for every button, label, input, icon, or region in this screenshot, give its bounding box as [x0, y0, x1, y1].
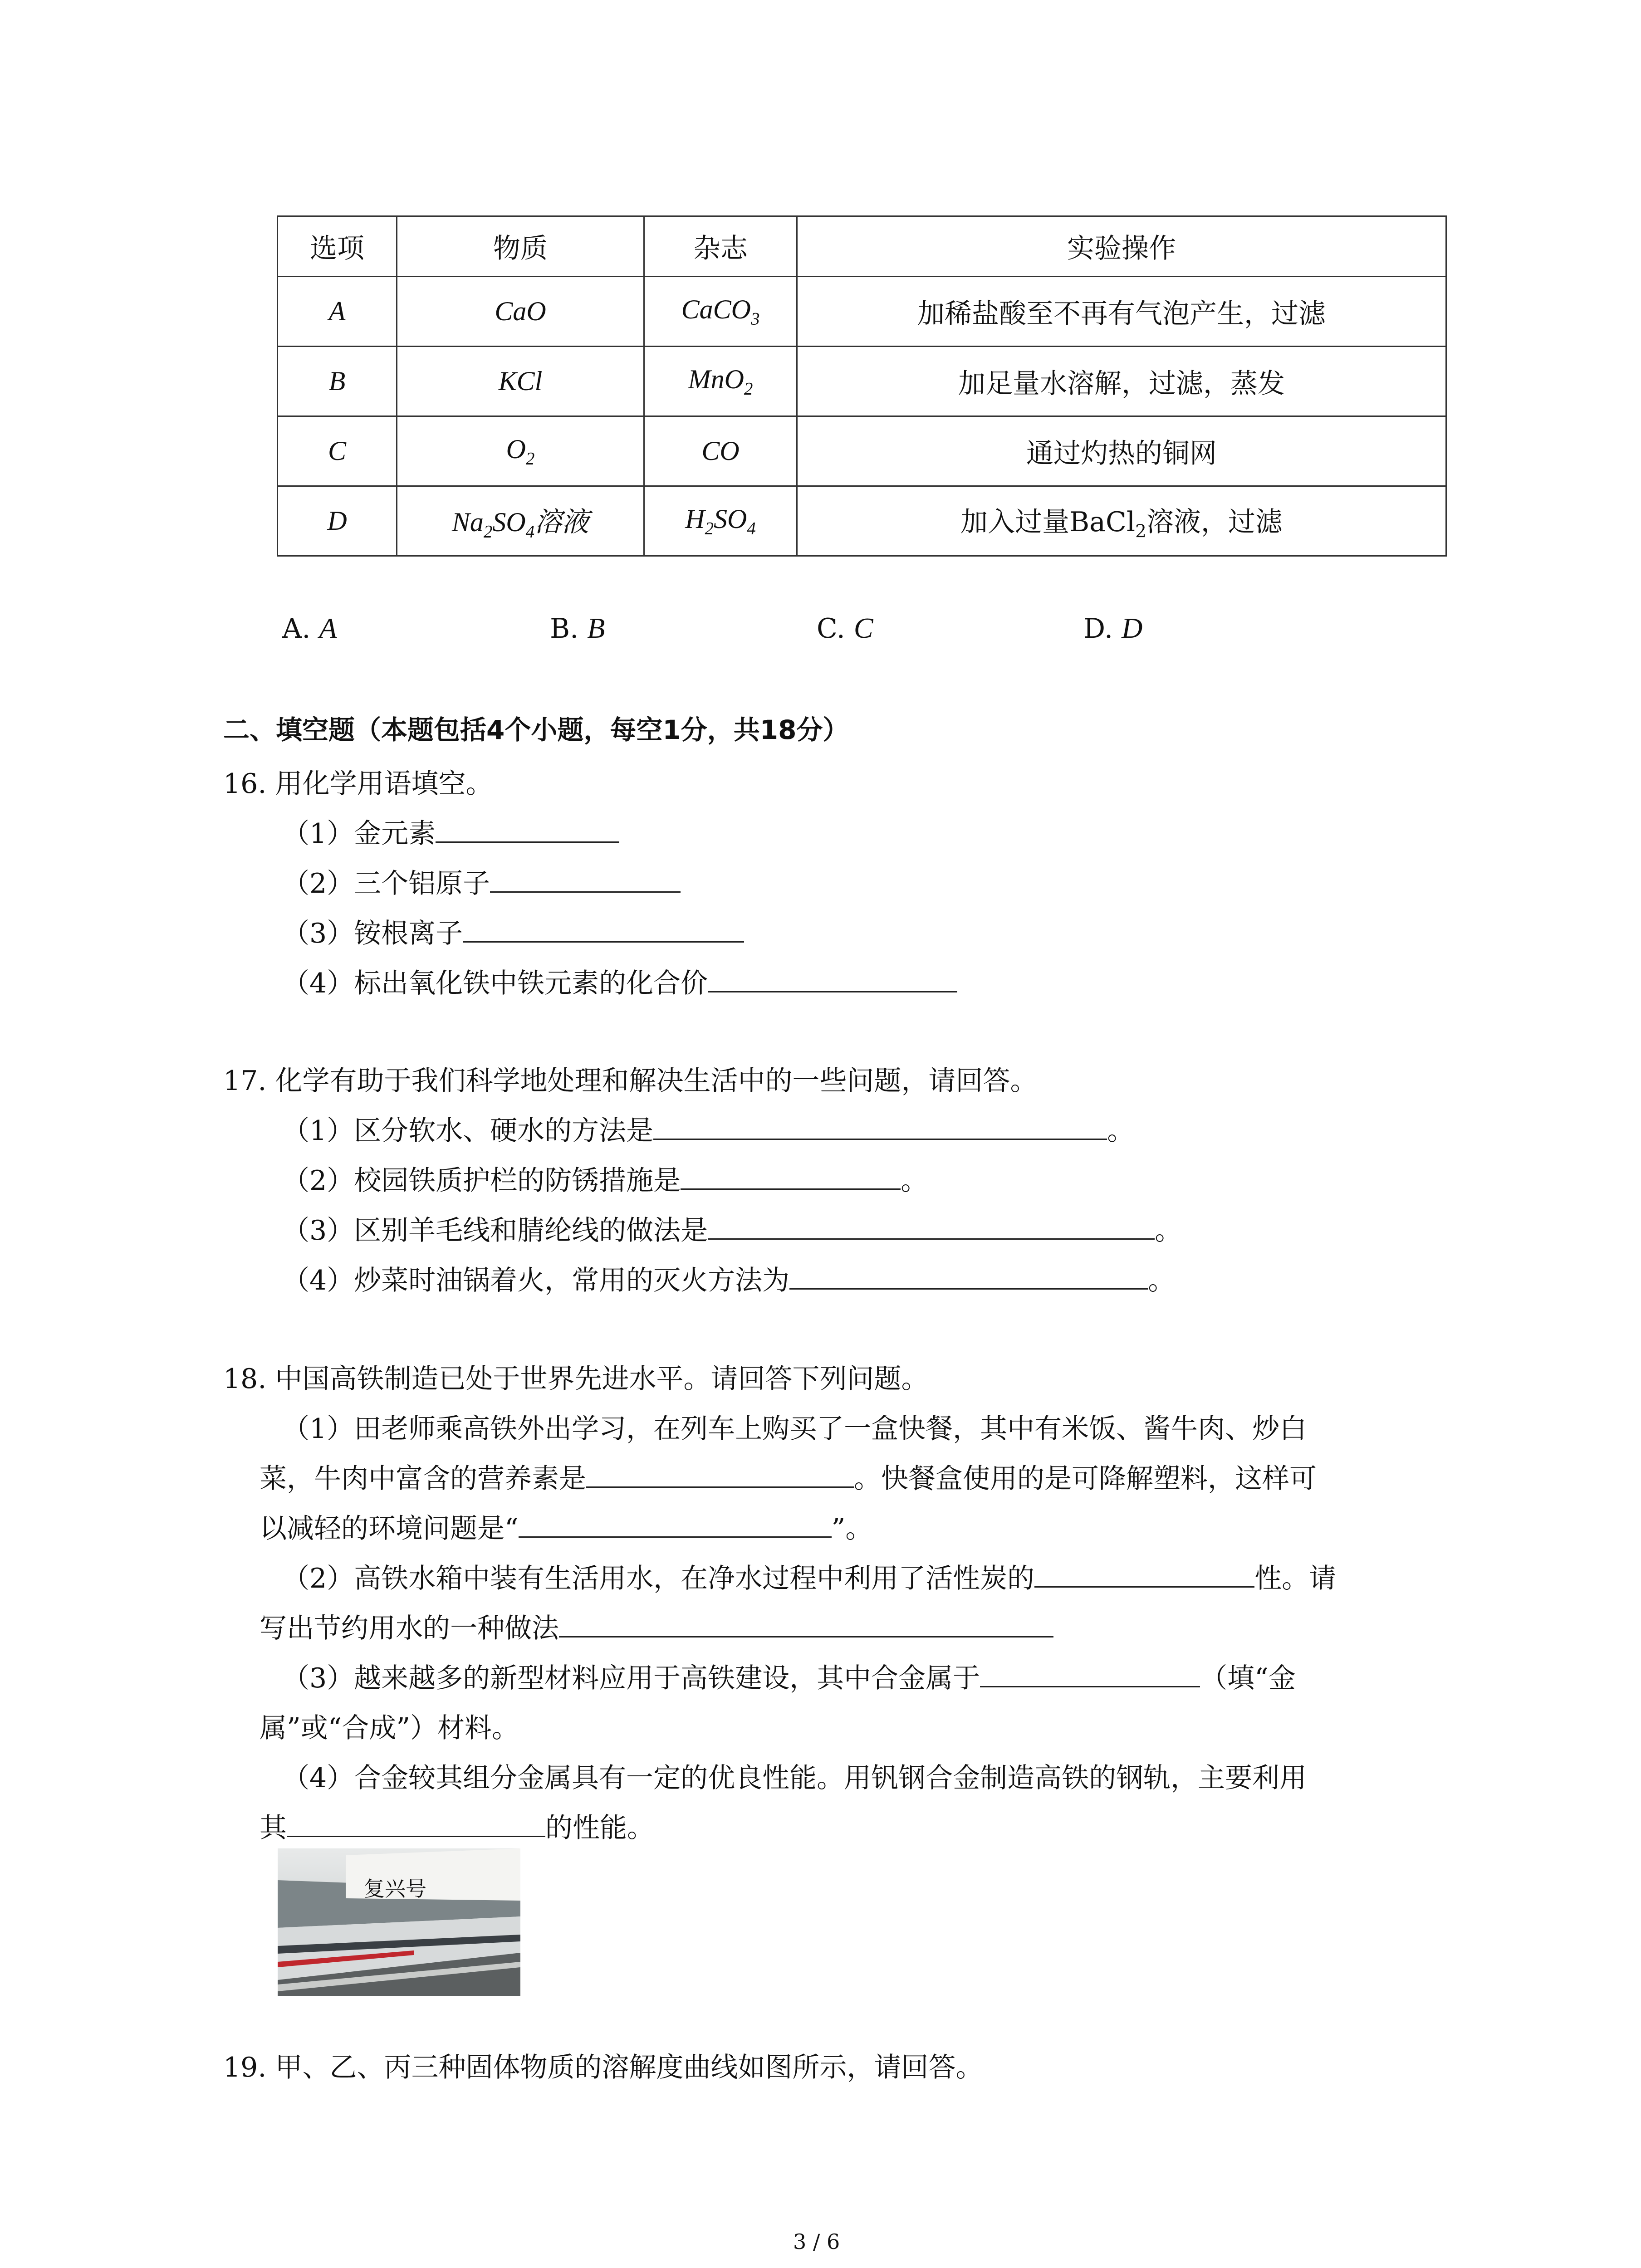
table-row: [278, 486, 1446, 556]
cell-option: B: [278, 347, 397, 416]
answer-blank[interactable]: [519, 1508, 832, 1538]
choice-c[interactable]: C. C: [817, 612, 873, 645]
cell-substance: $Na_2SO_4$溶液: [397, 486, 644, 556]
answer-blank[interactable]: [789, 1260, 1148, 1290]
section-heading: 二、填空题（本题包括4个小题，每空1分，共18分）: [223, 714, 849, 745]
question-17-stem: 17. 化学有助于我们科学地处理和解决生活中的一些问题，请回答。: [223, 1065, 1038, 1097]
q18-line: （2）高铁水箱中装有生活用水，在净水过程中利用了活性炭的 性。请: [282, 1557, 1336, 1596]
answer-blank[interactable]: [463, 913, 744, 943]
header-substance: 物质: [397, 216, 644, 277]
cell-impurity: $H_2SO_4$: [644, 486, 797, 556]
cell-option: D: [278, 486, 397, 556]
cell-impurity: MnO$_2$: [644, 347, 797, 416]
table-row: [278, 416, 1446, 486]
answer-blank[interactable]: [1034, 1558, 1254, 1588]
q18-line: 属”或“合成”）材料。: [260, 1712, 519, 1744]
cell-substance: $O_2$: [397, 416, 644, 486]
cell-operation: 加入过量BaCl$_2$溶液，过滤: [797, 486, 1446, 556]
answer-blank[interactable]: [681, 1160, 901, 1190]
question-19-stem: 19. 甲、乙、丙三种固体物质的溶解度曲线如图所示，请回答。: [223, 2052, 983, 2083]
answer-blank[interactable]: [653, 1110, 1107, 1140]
q18-line: 写出节约用水的一种做法: [260, 1607, 1053, 1646]
answer-blank[interactable]: [287, 1808, 545, 1837]
answer-blank[interactable]: [559, 1608, 1053, 1637]
q16-item: （1）金元素: [282, 812, 619, 851]
q16-item: （4）标出氧化铁中铁元素的化合价: [282, 962, 957, 1001]
header-operation: 实验操作: [797, 216, 1446, 277]
answer-blank[interactable]: [436, 813, 619, 843]
q18-line: 其 的性能。: [260, 1806, 654, 1845]
cell-impurity: CO: [644, 416, 797, 486]
q18-line: （1）田老师乘高铁外出学习，在列车上购买了一盒快餐，其中有米饭、酱牛肉、炒白: [282, 1413, 1307, 1445]
cell-substance: CaO: [397, 277, 644, 347]
table-header-row: [278, 216, 1446, 277]
answer-blank[interactable]: [586, 1458, 854, 1488]
q17-item: （2）校园铁质护栏的防锈措施是 。: [282, 1159, 928, 1198]
answer-blank[interactable]: [490, 863, 681, 893]
question-16-stem: 16. 用化学用语填空。: [223, 768, 493, 800]
q17-item: （4）炒菜时油锅着火，常用的灭火方法为 。: [282, 1259, 1175, 1298]
cell-substance: KCl: [397, 347, 644, 416]
choice-d[interactable]: D. D: [1083, 612, 1143, 645]
q18-line: 以减轻的环境问题是“ ”。: [260, 1507, 872, 1546]
q18-line: （3）越来越多的新型材料应用于高铁建设，其中合金属于 （填“金: [282, 1657, 1296, 1696]
question-18-stem: 18. 中国高铁制造已处于世界先进水平。请回答下列问题。: [223, 1363, 929, 1395]
q16-item: （3）铵根离子: [282, 912, 744, 951]
sign-text: 复兴号: [364, 1877, 426, 1901]
options-table: [277, 215, 1447, 557]
q16-item: （2）三个铝原子: [282, 862, 681, 901]
table-row: [278, 347, 1446, 416]
choice-a[interactable]: A. A: [282, 612, 337, 645]
cell-operation: 加稀盐酸至不再有气泡产生，过滤: [797, 277, 1446, 347]
answer-blank[interactable]: [708, 1210, 1155, 1240]
q17-item: （1）区分软水、硬水的方法是 。: [282, 1109, 1134, 1148]
answer-blank[interactable]: [980, 1658, 1200, 1687]
cell-operation: 加足量水溶解，过滤，蒸发: [797, 347, 1446, 416]
q18-line: （4）合金较其组分金属具有一定的优良性能。用钒钢合金制造高铁的钢轨，主要利用: [282, 1762, 1307, 1794]
page-number: 3 / 6: [793, 2229, 840, 2254]
cell-impurity: CaCO$_3$: [644, 277, 797, 347]
cell-operation: 通过灼热的铜网: [797, 416, 1446, 486]
choice-b[interactable]: B. B: [550, 612, 605, 645]
q17-item: （3）区别羊毛线和腈纶线的做法是 。: [282, 1209, 1182, 1248]
cell-option: C: [278, 416, 397, 486]
cell-option: A: [278, 277, 397, 347]
train-photo: [278, 1848, 520, 1996]
table-row: [278, 277, 1446, 347]
q18-line: 菜，牛肉中富含的营养素是 。快餐盒使用的是可降解塑料，这样可: [260, 1457, 1317, 1496]
answer-blank[interactable]: [708, 963, 957, 992]
header-option: 选项: [278, 216, 397, 277]
header-impurity: 杂志: [644, 216, 797, 277]
